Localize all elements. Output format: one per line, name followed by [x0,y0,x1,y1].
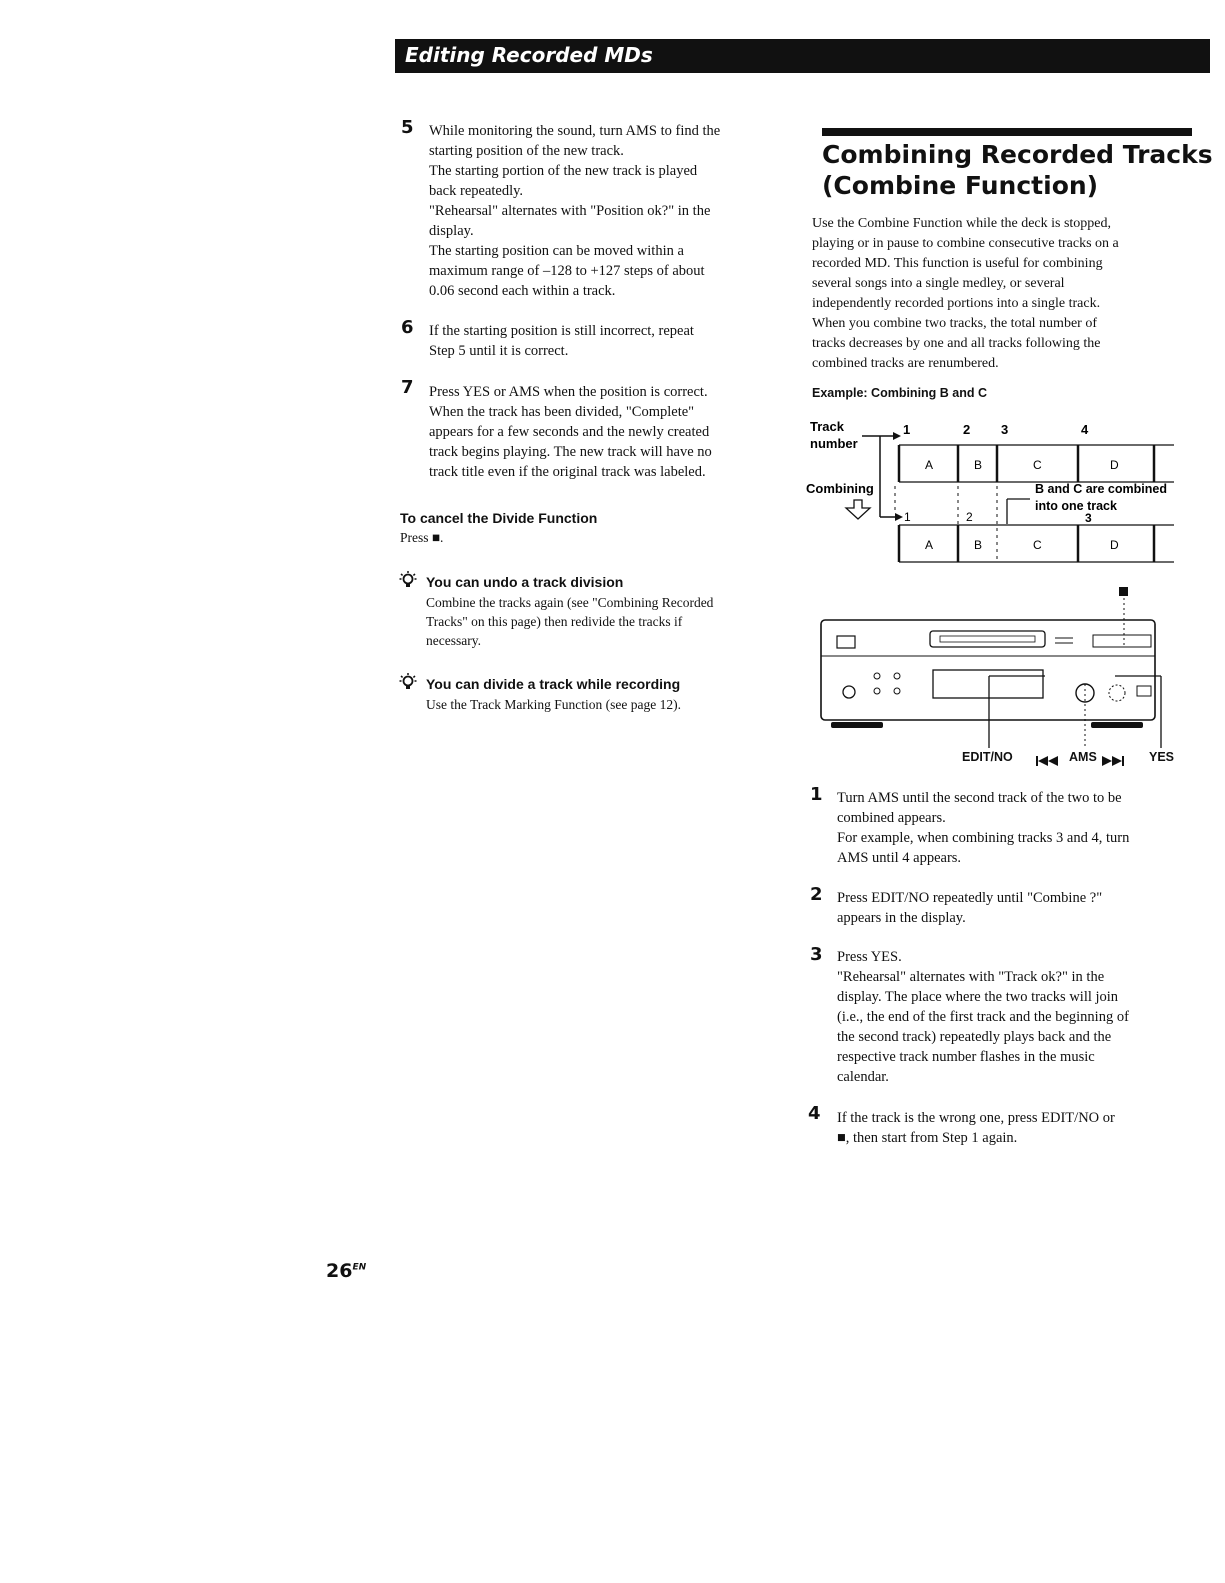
combine-step-3-number: 3 [810,944,823,965]
combine-step-line: If the track is the wrong one, press EDIT/NO or [837,1110,1115,1126]
arrow-icon [895,513,903,521]
step-5-line: "Rehearsal" alternates with "Position ok?" in the [429,203,711,219]
arrow-icon [893,432,901,440]
next-track-icon [1102,753,1126,771]
step-7-line: track begins playing. The new track will have no [429,444,712,460]
combine-step-line: combined appears. [837,810,946,826]
cancel-text: Press ■. [400,530,444,545]
step-6-number: 6 [401,317,414,338]
tip-1-heading: You can undo a track division [426,574,624,590]
intro-line: recorded MD. This function is useful for combining [812,256,1103,271]
step-5-line: back repeatedly. [429,183,524,199]
page-number [326,1260,366,1282]
combine-step-line: respective track number flashes in the music [837,1049,1095,1065]
combine-step-4-number: 4 [808,1103,821,1124]
top-cell: B [974,458,983,472]
top-track-number: 4 [1081,422,1089,437]
intro-paragraph [812,214,1192,374]
top-cell: A [925,458,934,472]
step-7-line: track title even if the original track was labeled. [429,464,706,480]
track-label: Track [810,419,844,434]
tip-lightbulb-icon [399,570,419,595]
tip-2-text: Use the Track Marking Function (see page 12). [426,697,681,712]
step-5-line: display. [429,223,474,239]
combine-step-line: "Rehearsal" alternates with "Track ok?" in the [837,969,1105,985]
combine-step-line: appears in the display. [837,910,966,926]
bottom-cell: B [974,538,983,552]
intro-line: tracks decreases by one and all tracks following the [812,336,1101,351]
step-7-line: When the track has been divided, "Complete" [429,404,695,420]
deck-foot [831,722,883,728]
top-track-number: 3 [1001,422,1009,437]
intro-line: When you combine two tracks, the total number of [812,316,1097,331]
combine-step-1-number: 1 [810,784,823,805]
ams-label: AMS [1069,750,1097,764]
tip-lightbulb-icon [399,672,419,697]
bottom-cell: A [925,538,934,552]
step-6-line: Step 5 until it is correct. [429,343,569,359]
step-5-line: The starting position can be moved within a [429,243,684,259]
step-5-line: The starting portion of the new track is played [429,163,698,179]
md-deck-illustration [815,598,1190,750]
step-7-line: appears for a few seconds and the newly created [429,424,710,440]
combine-step-2-number: 2 [810,884,823,905]
step-5-number: 5 [401,117,414,138]
step-7-number: 7 [401,377,414,398]
intro-line: Use the Combine Function while the deck is stopped, [812,216,1112,231]
step-5-line: maximum range of –128 to +127 steps of about [429,263,705,279]
yes-label: YES [1149,750,1175,764]
step-5-line: 0.06 second each within a track. [429,283,616,299]
bottom-cell: C [1033,538,1042,552]
step-5-line: starting position of the new track. [429,143,624,159]
page-number-value: 26 [326,1260,353,1282]
tip-1-text [426,593,713,650]
bottom-track-number: 2 [966,510,973,524]
step-5-line: While monitoring the sound, turn AMS to find the [429,123,721,139]
tip-1-line: Combine the tracks again (see "Combining Recorded [426,595,714,610]
combine-step-2-text [837,888,1187,928]
top-track-number: 1 [903,422,911,437]
bottom-track-number: 3 [1085,511,1092,525]
tip-1-line: necessary. [426,633,481,648]
combine-note: B and C are combined [1035,482,1167,496]
intro-line: several songs into a single medley, or several [812,276,1065,291]
step-7-line: Press YES or AMS when the position is correct. [429,384,708,400]
combine-step-4-text [837,1108,1187,1148]
combine-step-line: For example, when combining tracks 3 and 4, turn [837,830,1130,846]
step-5-text [429,121,789,301]
tip-2-heading: You can divide a track while recording [426,676,681,692]
down-arrow-icon [846,500,870,519]
edit-no-label: EDIT/NO [962,750,1013,764]
intro-line: playing or in pause to combine consecutive tracks on a [812,236,1119,251]
combine-step-line: AMS until 4 appears. [837,850,962,866]
top-track-number: 2 [963,422,971,437]
combine-step-line: Press YES. [837,949,902,965]
section-title-rule [822,128,1192,136]
tip-1-line: Tracks" on this page) then redivide the tracks if [426,614,683,629]
combine-step-line: Press EDIT/NO repeatedly until "Combine ?" [837,890,1103,906]
page-number-suffix: EN [352,1262,367,1273]
combine-step-line: Turn AMS until the second track of the two to be [837,790,1122,806]
combine-step-3-text [837,947,1187,1087]
step-6-line: If the starting position is still incorrect, repeat [429,323,694,339]
intro-line: combined tracks are renumbered. [812,356,999,371]
combine-step-line: (i.e., the end of the first track and the beginning of [837,1009,1129,1025]
combine-step-line: the second track) repeatedly plays back and the [837,1029,1112,1045]
bottom-cell: D [1110,538,1119,552]
previous-track-icon [1036,753,1060,771]
section-title-line: (Combine Function) [822,171,1099,200]
stop-square-icon [1119,587,1128,596]
deck-foot [1091,722,1143,728]
number-label: number [810,436,858,451]
combine-step-line: ■, then start from Step 1 again. [837,1130,1018,1146]
top-cell: C [1033,458,1042,472]
section-title-line: Combining Recorded Tracks [822,140,1213,169]
step-7-text [429,382,789,482]
section-header-title: Editing Recorded MDs [405,43,653,67]
combine-step-line: calendar. [837,1069,889,1085]
combine-step-line: display. The place where the two tracks will join [837,989,1119,1005]
intro-line: independently recorded portions into a single track. [812,296,1101,311]
combine-step-1-text [837,788,1187,868]
cancel-heading: To cancel the Divide Function [400,510,598,526]
combine-note: into one track [1035,499,1117,513]
step-6-text [429,321,789,361]
combine-diagram [800,412,1190,572]
top-cell: D [1110,458,1119,472]
bottom-track-number: 1 [904,510,911,524]
section-title [822,139,1213,201]
combining-label: Combining [806,481,874,496]
example-label: Example: Combining B and C [812,386,988,400]
